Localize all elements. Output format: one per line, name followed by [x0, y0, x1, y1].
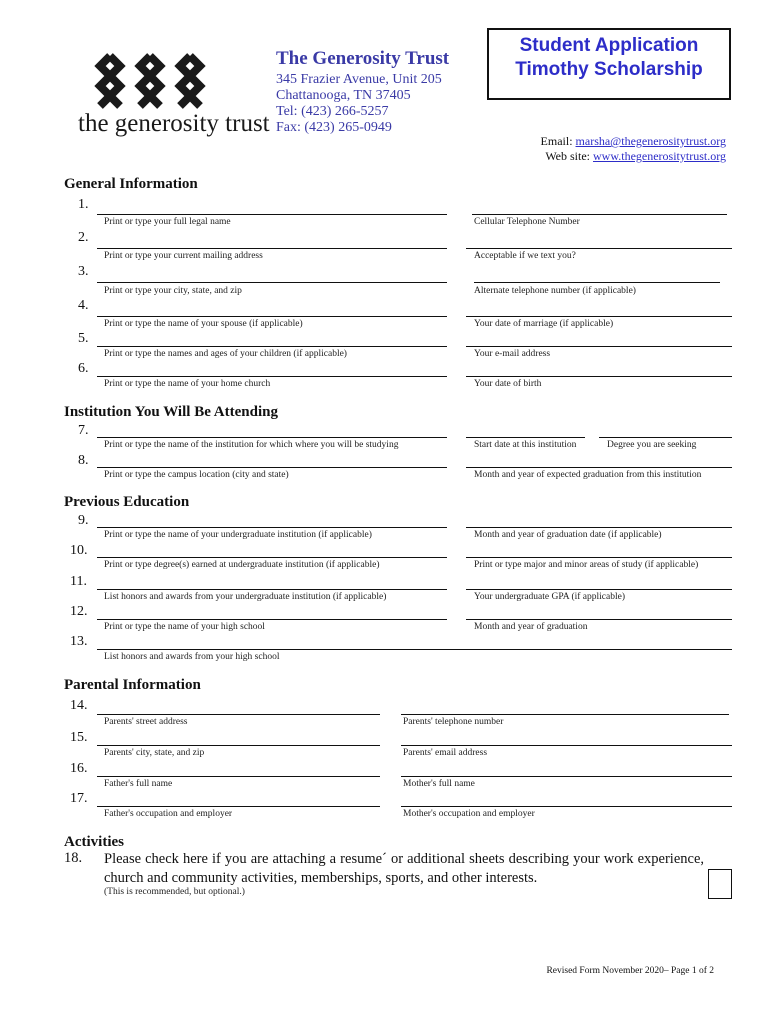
field-number-3: 3. — [78, 264, 89, 279]
full-legal-name-input[interactable] — [97, 214, 447, 215]
father-name-input[interactable] — [97, 776, 380, 777]
undergrad-degree-label: Print or type degree(s) earned at undergraduate institution (if applicable) — [104, 560, 380, 570]
field-number-7: 7. — [78, 423, 89, 438]
parents-address-input[interactable] — [97, 714, 380, 715]
high-school-label: Print or type the name of your high school — [104, 622, 265, 632]
address-line-2: Chattanooga, TN 37405 — [276, 88, 411, 103]
city-state-zip-label: Print or type your city, state, and zip — [104, 286, 242, 296]
fax: Fax: (423) 265-0949 — [276, 120, 392, 135]
organization-name: The Generosity Trust — [276, 48, 450, 69]
father-occupation-input[interactable] — [97, 806, 380, 807]
high-school-graduation-input[interactable] — [466, 619, 732, 620]
alternate-phone-input[interactable] — [474, 282, 720, 283]
email-row — [541, 134, 726, 149]
form-title-box — [487, 28, 731, 100]
field-number-12: 12. — [70, 604, 88, 619]
email-label: Email: — [540, 134, 573, 148]
parents-phone-label: Parents' telephone number — [403, 717, 504, 727]
logo-wordmark: the generosity trust — [78, 110, 270, 137]
telephone: Tel: (423) 266-5257 — [276, 104, 389, 119]
field-number-6: 6. — [78, 361, 89, 376]
degree-sought-input[interactable] — [599, 437, 732, 438]
high-school-graduation-label: Month and year of graduation — [474, 622, 588, 632]
field-number-8: 8. — [78, 453, 89, 468]
field-number-5: 5. — [78, 331, 89, 346]
high-school-honors-label: List honors and awards from your high school — [104, 652, 280, 662]
field-number-10: 10. — [70, 543, 88, 558]
undergrad-institution-input[interactable] — [97, 527, 447, 528]
section-activities: Activities — [64, 834, 124, 850]
cellular-phone-label: Cellular Telephone Number — [474, 217, 580, 227]
section-institution: Institution You Will Be Attending — [64, 404, 278, 420]
father-name-label: Father's full name — [104, 779, 173, 789]
children-input[interactable] — [97, 346, 447, 347]
campus-location-label: Print or type the campus location (city and state) — [104, 470, 289, 480]
city-state-zip-input[interactable] — [97, 282, 447, 283]
email-address-input[interactable] — [466, 346, 732, 347]
activities-instructions: Please check here if you are attaching a resume´ or additional sheets describing your work experience, church and community activities, memberships, sports, and other interests. — [104, 851, 704, 886]
degree-sought-label: Degree you are seeking — [607, 440, 697, 450]
text-ok-input[interactable] — [466, 248, 732, 249]
parents-email-label: Parents' email address — [403, 748, 488, 758]
alternate-phone-label: Alternate telephone number (if applicable) — [474, 286, 636, 296]
page-footer: Revised Form November 2020– Page 1 of 2 — [546, 966, 714, 976]
full-legal-name-label: Print or type your full legal name — [104, 217, 231, 227]
mother-occupation-label: Mother's occupation and employer — [403, 809, 535, 819]
email-link[interactable]: marsha@thegenerositytrust.org — [575, 134, 726, 148]
undergrad-graduation-label: Month and year of graduation date (if applicable) — [474, 530, 662, 540]
mailing-address-input[interactable] — [97, 248, 447, 249]
major-minor-input[interactable] — [466, 557, 732, 558]
institution-name-input[interactable] — [97, 437, 447, 438]
undergrad-graduation-input[interactable] — [466, 527, 732, 528]
undergrad-degree-input[interactable] — [97, 557, 447, 558]
father-occupation-label: Father's occupation and employer — [104, 809, 233, 819]
home-church-input[interactable] — [97, 376, 447, 377]
expected-graduation-label: Month and year of expected graduation from this institution — [474, 470, 702, 480]
expected-graduation-input[interactable] — [466, 467, 732, 468]
website-label: Web site: — [545, 149, 591, 163]
form-title-line-1: Student Application — [519, 35, 699, 56]
birth-date-input[interactable] — [466, 376, 732, 377]
marriage-date-input[interactable] — [466, 316, 732, 317]
website-row — [545, 149, 726, 164]
field-number-18: 18. — [64, 850, 83, 866]
activities-note: (This is recommended, but optional.) — [104, 887, 245, 897]
mother-occupation-input[interactable] — [401, 806, 732, 807]
parents-city-label: Parents' city, state, and zip — [104, 748, 205, 758]
field-number-11: 11. — [70, 574, 87, 589]
field-number-15: 15. — [70, 730, 88, 745]
section-previous-education: Previous Education — [64, 494, 190, 510]
field-number-13: 13. — [70, 634, 88, 649]
section-parental-information: Parental Information — [64, 677, 201, 693]
mailing-address-label: Print or type your current mailing address — [104, 251, 263, 261]
major-minor-label: Print or type major and minor areas of study (if applicable) — [474, 560, 699, 570]
undergrad-honors-label: List honors and awards from your undergraduate institution (if applicable) — [104, 592, 387, 602]
marriage-date-label: Your date of marriage (if applicable) — [474, 319, 614, 329]
gpa-input[interactable] — [466, 589, 732, 590]
section-general-information: General Information — [64, 176, 198, 192]
parents-email-input[interactable] — [401, 745, 732, 746]
birth-date-label: Your date of birth — [474, 379, 542, 389]
high-school-honors-input[interactable] — [97, 649, 732, 650]
home-church-label: Print or type the name of your home church — [104, 379, 271, 389]
high-school-input[interactable] — [97, 619, 447, 620]
mother-name-input[interactable] — [401, 776, 732, 777]
parents-phone-input[interactable] — [401, 714, 729, 715]
cellular-phone-input[interactable] — [472, 214, 727, 215]
spouse-name-input[interactable] — [97, 316, 447, 317]
campus-location-input[interactable] — [97, 467, 447, 468]
field-number-1: 1. — [78, 197, 89, 212]
email-address-label: Your e-mail address — [474, 349, 551, 359]
undergrad-honors-input[interactable] — [97, 589, 447, 590]
parents-address-label: Parents' street address — [104, 717, 188, 727]
address-line-1: 345 Frazier Avenue, Unit 205 — [276, 72, 442, 87]
field-number-9: 9. — [78, 513, 89, 528]
field-number-17: 17. — [70, 791, 88, 806]
start-date-input[interactable] — [466, 437, 585, 438]
field-number-14: 14. — [70, 698, 88, 713]
field-number-16: 16. — [70, 761, 88, 776]
start-date-label: Start date at this institution — [474, 440, 577, 450]
parents-city-input[interactable] — [97, 745, 380, 746]
resume-attached-checkbox[interactable] — [708, 869, 732, 899]
field-number-4: 4. — [78, 298, 89, 313]
website-link[interactable]: www.thegenerositytrust.org — [593, 149, 726, 163]
gpa-label: Your undergraduate GPA (if applicable) — [474, 592, 626, 602]
mother-name-label: Mother's full name — [403, 779, 475, 789]
undergrad-institution-label: Print or type the name of your undergraduate institution (if applicable) — [104, 530, 372, 540]
text-ok-label: Acceptable if we text you? — [474, 251, 576, 261]
form-title-line-2: Timothy Scholarship — [515, 59, 703, 80]
institution-name-label: Print or type the name of the institution for which where you will be studying — [104, 440, 399, 450]
field-number-2: 2. — [78, 230, 89, 245]
children-label: Print or type the names and ages of your children (if applicable) — [104, 349, 347, 359]
spouse-name-label: Print or type the name of your spouse (if applicable) — [104, 319, 303, 329]
